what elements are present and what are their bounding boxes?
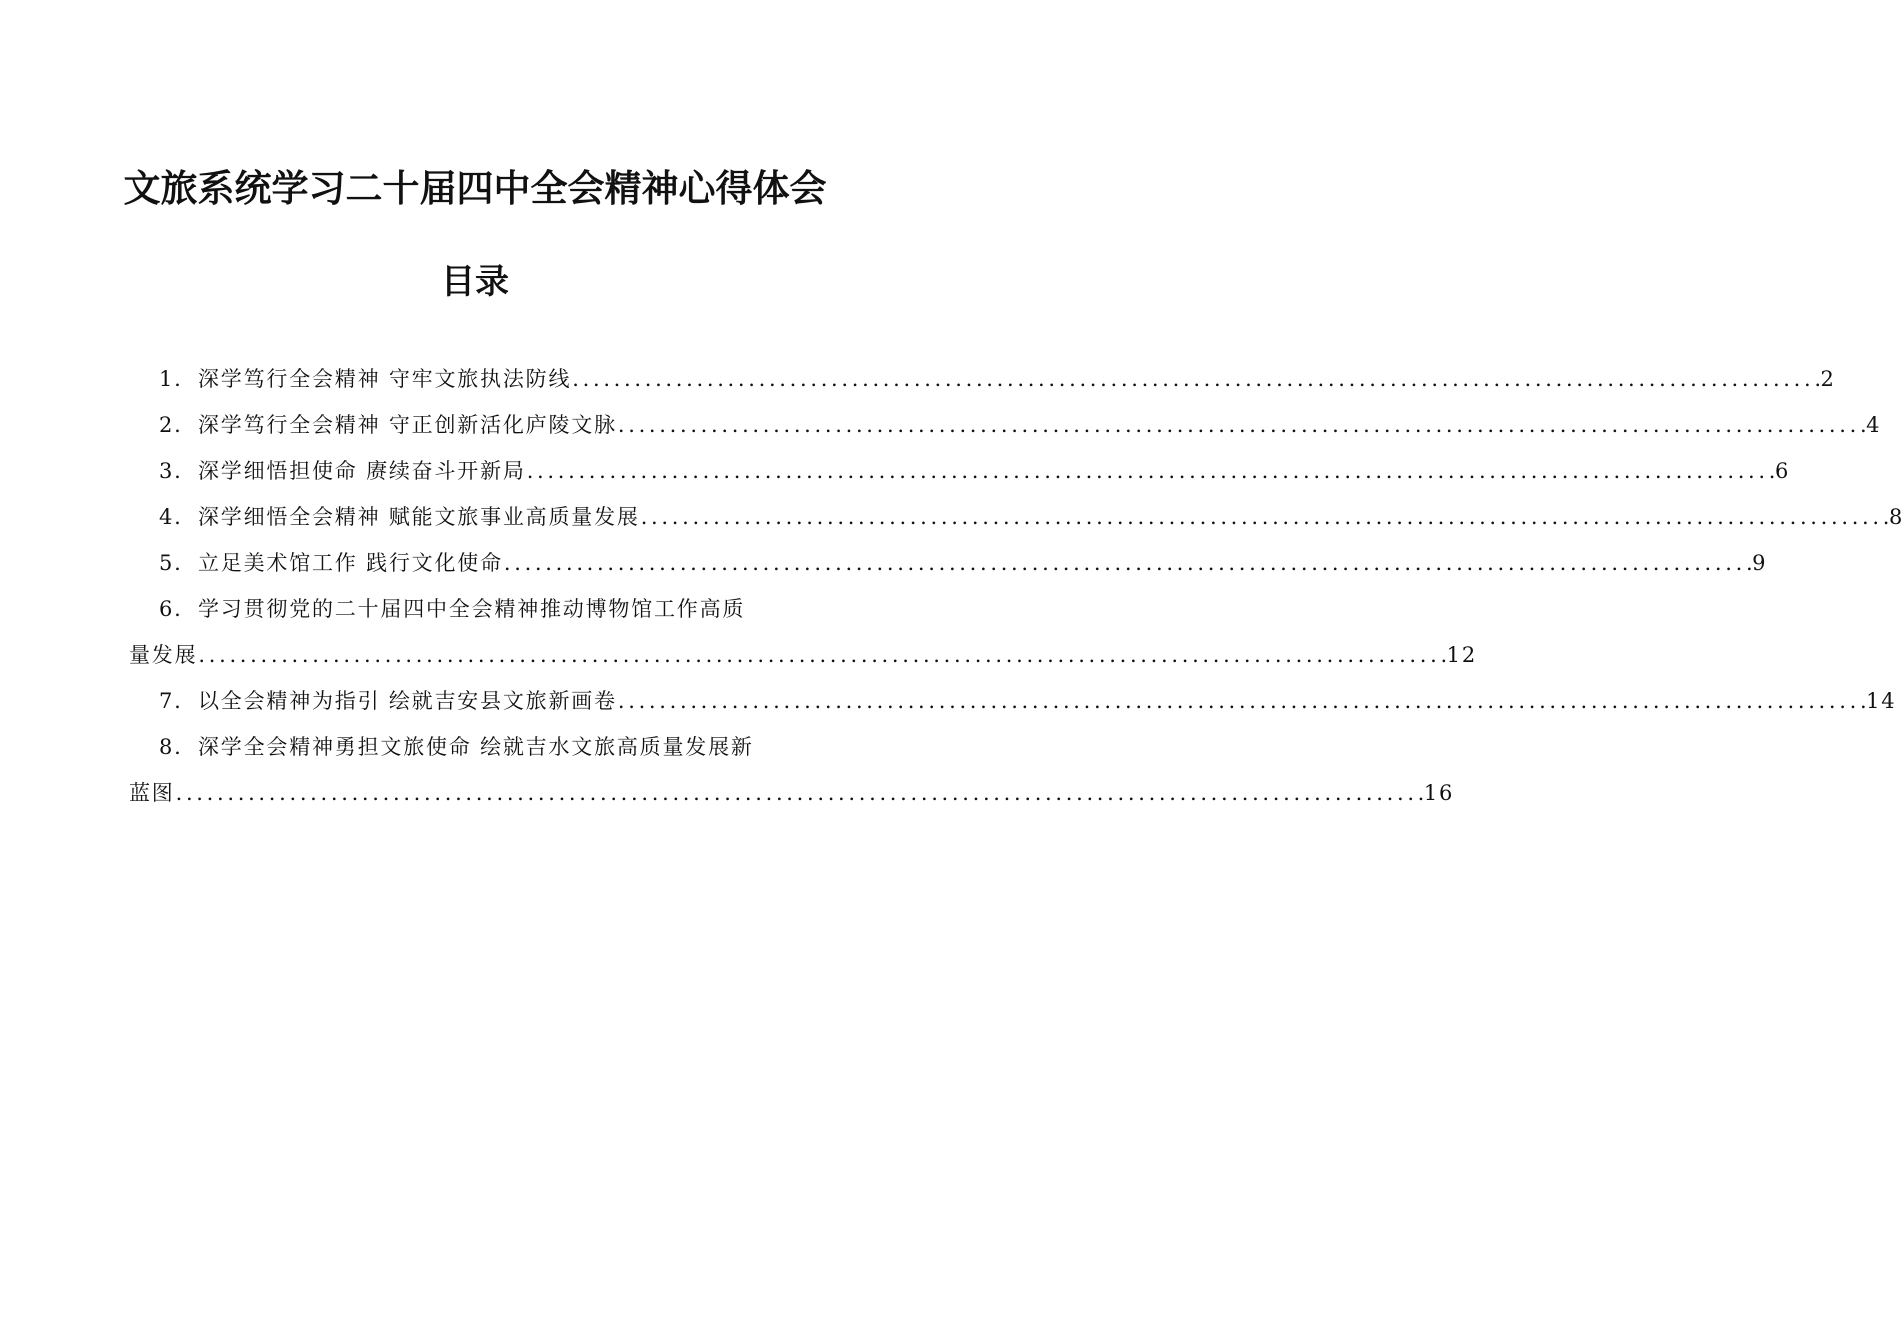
toc-entry-title: 以全会精神为指引 绘就吉安县文旅新画卷 [198,689,617,713]
toc-entry-title: 深学全会精神勇担文旅使命 绘就吉水文旅高质量发展新 [198,735,754,759]
toc-entry-title-continuation: 蓝图 [129,781,175,805]
toc-entry-title: 深学细悟担使命 赓续奋斗开新局 [198,459,526,483]
toc-entry-6[interactable] [129,586,1477,678]
toc-entry-title: 深学笃行全会精神 守牢文旅执法防线 [198,367,572,391]
toc-entry-number: 4. [159,505,183,529]
toc-entry-title: 深学细悟全会精神 赋能文旅事业高质量发展 [198,505,640,529]
toc-entry-number: 8. [159,735,183,759]
toc-entry-number: 3. [159,459,183,483]
toc-leader-dots [504,540,1751,586]
toc-entry-number: 2. [159,413,183,437]
toc-entry-number: 7. [159,689,183,713]
toc-entry-3[interactable] [129,448,1791,494]
toc-heading: 目录 [441,262,509,302]
toc-entry-title: 深学笃行全会精神 守正创新活化庐陵文脉 [198,413,617,437]
toc-entry-8[interactable] [129,724,1455,816]
toc-entry-4[interactable] [129,494,1904,540]
table-of-contents [129,356,1904,816]
toc-entry-page: 9 [1752,551,1768,575]
toc-leader-dots [527,448,1774,494]
toc-entry-page: 12 [1446,643,1477,667]
toc-entry-page: 16 [1423,781,1455,805]
toc-entry-number: 5. [159,551,183,575]
toc-entry-page: 6 [1774,459,1791,483]
toc-leader-dots [618,402,1865,448]
toc-leader-dots [641,494,1888,540]
toc-entry-page: 14 [1866,689,1897,713]
toc-entry-page: 2 [1820,367,1836,391]
toc-leader-dots [176,770,1423,816]
toc-entry-title: 学习贯彻党的二十届四中全会精神推动博物馆工作高质 [198,597,746,621]
toc-leader-dots [198,632,1445,678]
toc-entry-page: 4 [1866,413,1882,437]
toc-entry-5[interactable] [129,540,1768,586]
toc-entry-title: 立足美术馆工作 践行文化使命 [198,551,503,575]
toc-entry-2[interactable] [129,402,1882,448]
toc-leader-dots [618,678,1865,724]
toc-entry-number: 1. [159,367,183,391]
toc-entry-number: 6. [159,597,183,621]
toc-entry-1[interactable] [129,356,1836,402]
toc-entry-7[interactable] [129,678,1897,724]
toc-entry-page: 8 [1888,505,1904,529]
document-title: 文旅系统学习二十届四中全会精神心得体会 [123,166,827,210]
toc-entry-title-continuation: 量发展 [129,643,198,667]
toc-leader-dots [572,356,1819,402]
